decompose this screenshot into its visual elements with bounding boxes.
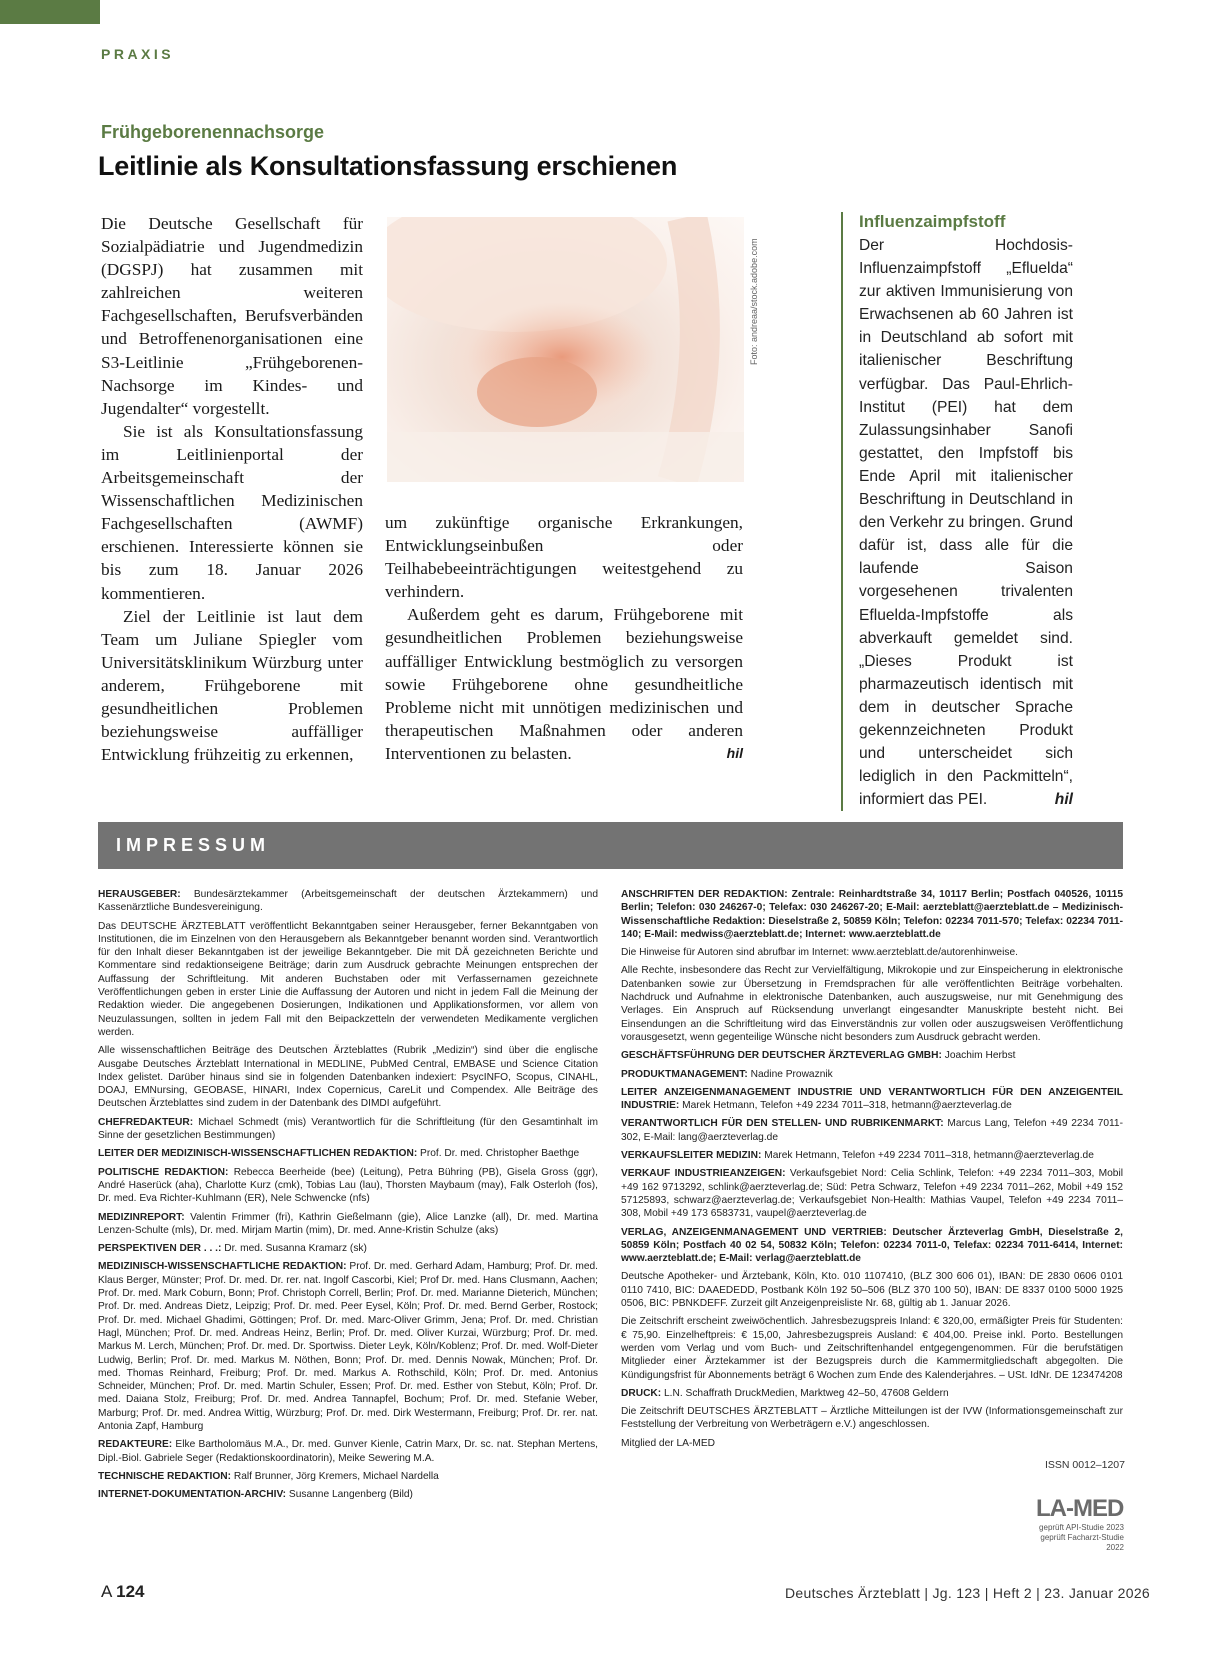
premature-baby-image xyxy=(387,217,744,482)
news-sidebar xyxy=(841,212,1073,811)
impressum-heading: DRUCK: xyxy=(621,1387,662,1399)
impressum-text: Elke Bartholomäus M.A., Dr. med. Gunver Kienle, Catrin Marx, Dr. sc. nat. Stephan Mertens, Dipl.-Biol. Gabriele Seger (Redaktionskoordinatorin), Meike Sewering M.A. xyxy=(98,1439,598,1464)
impressum-text: Bundesärztekammer (Arbeitsgemeinschaft der deutschen Ärztekammern) und Kassenärztliche Bundesvereinigung. xyxy=(98,889,598,914)
impressum-heading: REDAKTEURE: xyxy=(98,1439,173,1451)
impressum-heading: VERKAUFSLEITER MEDIZIN: xyxy=(621,1150,762,1162)
impressum-entry xyxy=(621,1270,1123,1310)
impressum-header xyxy=(98,822,1123,869)
impressum-text: Prof. Dr. med. Christopher Baethge xyxy=(417,1148,580,1160)
impressum-text: Deutsche Apotheker- und Ärztebank, Köln, Kto. 010 1107410, (BLZ 300 606 01), IBAN: DE 2830 0606 0101 0110 7410, BIC: DAAEDEDD, Postbank Köln 192 50–506 (BLZ 370 100 50), IBAN: DE 8337 0100 5000 1925 0506, BIC: PBNKDEFF. Zurzeit gilt Anzeigenpreisliste Nr. 68, gültig ab 1. Januar 2026. xyxy=(621,1271,1123,1310)
impressum-text: Susanne Langenberg (Bild) xyxy=(286,1489,413,1501)
impressum-text: Die Zeitschrift DEUTSCHES ÄRZTEBLATT – Ärztliche Mitteilungen ist der IVW (Informationsgemeinschaft zur Feststellung der Verbreitung von Werbeträgern e.V.) angeschlossen. xyxy=(621,1406,1123,1431)
impressum-entry xyxy=(98,1044,598,1110)
impressum-text: Marcus Lang, Telefon +49 2234 7011-302, E-Mail: lang@aerzteverlag.de xyxy=(621,1118,1123,1143)
impressum-entry xyxy=(621,1086,1123,1113)
page-prefix: A xyxy=(101,1582,112,1601)
impressum-entry xyxy=(98,1116,598,1143)
impressum-entry xyxy=(621,1226,1123,1266)
la-med-sub-1: geprüft API-Studie 2023 xyxy=(1039,1523,1124,1532)
article-photo xyxy=(387,217,744,482)
impressum-heading: VERANTWORTLICH FÜR DEN STELLEN- UND RUBRIKENMARKT: xyxy=(621,1118,944,1130)
article-kicker: Frühgeborenennachsorge xyxy=(101,122,325,142)
impressum-heading: PRODUKTMANAGEMENT: xyxy=(621,1068,748,1080)
paragraph: Sie ist als Konsultationsfassung im Leitlinienportal der Arbeitsgemeinschaft der Wissenschaftlichen Medizinischen Fachgesellschaften (AWMF) erschienen. Interessierte können sie bis zum 18. Januar 2026 kommentieren. xyxy=(101,421,363,603)
impressum-entry xyxy=(621,964,1123,1044)
impressum-entry xyxy=(98,1260,598,1433)
impressum-heading: VERLAG, ANZEIGENMANAGEMENT UND VERTRIEB: Deutscher Ärzteverlag GmbH, Dieselstraße 2, 50859 Köln; Postfach 40 02 54, 50832 Köln; Telefon: 02234 7011-0, Telefax: 02234 7011-6414, Internet: www.aerzteblatt.de; E-Mail: verlag@aerzteblatt.de xyxy=(621,1226,1123,1265)
impressum-entry xyxy=(98,1438,598,1465)
paragraph: Ziel der Leitlinie ist laut dem Team um Juliane Spiegler vom Universitätsklinikum Würzburg unter anderem, Frühgeborene mit gesundheitlichen Problemen beziehungsweise auffälliger Entwicklung frühzeitig zu erkennen, xyxy=(101,606,363,765)
issn: ISSN 0012–1207 xyxy=(1045,1459,1125,1471)
impressum-entry xyxy=(621,946,1123,959)
journal-footer: Deutsches Ärzteblatt | Jg. 123 | Heft 2 | 23. Januar 2026 xyxy=(785,1585,1150,1601)
impressum-entry xyxy=(621,1068,1123,1081)
section-color-tab xyxy=(0,0,100,24)
impressum-entry xyxy=(621,1405,1123,1432)
impressum-text: Marek Hetmann, Telefon +49 2234 7011–318, hetmann@aerzteverlag.de xyxy=(679,1100,1012,1112)
impressum-entry xyxy=(98,920,598,1040)
impressum-text: L.N. Schaffrath DruckMedien, Marktweg 42–50, 47608 Geldern xyxy=(661,1387,949,1399)
impressum-text: Mitglied der LA-MED xyxy=(621,1437,715,1449)
article-column-2 xyxy=(385,511,743,765)
impressum-left-column xyxy=(98,888,598,1506)
impressum-entry xyxy=(98,1147,598,1160)
sidebar-text: Der Hochdosis-Influenzaimpfstoff „Efluelda“ zur aktiven Immunisierung von Erwachsenen ab 60 Jahren ist in Deutschland ab sofort mit italienischer Beschriftung verfügbar. Das Paul-Ehrlich-Institut (PEI) hat dem Zulassungsinhaber Sanofi gestattet, den Impfstoff bis Ende April mit italienischer Beschriftung in Deutschland in den Verkehr zu bringen. Grund dafür ist, dass alle für die laufende Saison vorgesehenen trivalenten Efluelda-Impfstoffe als abverkauft gemeldet sind. „Dieses Produkt ist pharmazeutisch identisch mit dem in deutscher Sprache gekennzeichneten Produkt und unterscheidet sich lediglich in den Packmitteln“, informiert das PEI. xyxy=(859,237,1073,809)
impressum-heading: GESCHÄFTSFÜHRUNG DER DEUTSCHER ÄRZTEVERLAG GMBH: xyxy=(621,1050,942,1062)
paragraph: Außerdem geht es darum, Frühgeborene mit gesundheitlichen Problemen beziehungsweise auffälliger Entwicklung bestmöglich zu versorgen sowie Frühgeborene ohne gesundheitliche Probleme nicht mit unnötigen medizinischen und therapeutischen Maßnahmen oder anderen Interventionen zu belasten. xyxy=(385,605,743,763)
impressum-heading: HERAUSGEBER: xyxy=(98,889,181,900)
impressum-heading: POLITISCHE REDAKTION: xyxy=(98,1166,229,1178)
impressum-text: Ralf Brunner, Jörg Kremers, Michael Nardella xyxy=(231,1470,439,1482)
impressum-text: Die Zeitschrift erscheint zweiwöchentlich. Jahresbezugspreis Inland: € 320,00, ermäßigter Preis für Studenten: € 75,90. Einzelheftpreis: € 15,00, Jahresbezugspreis Ausland: € 404,00. Preise inkl. Porto. Bestellungen werden vom Verlag und vom Buch- und Zeitschriftenhandel entgegengenommen. Für die berufstätigen Mitglieder einer Ärztekammer ist der Bezugspreis durch die Kammermitgliedschaft abgegolten. Die Kündigungsfrist für Abonnements beträgt 6 Wochen zum Ende des Kalenderjahres. – USt. IdNr. DE 123474208 xyxy=(621,1316,1123,1381)
photo-credit: Foto: andreaa/stock.adobe.com xyxy=(749,238,759,365)
impressum-entry xyxy=(621,888,1123,941)
impressum-entry xyxy=(621,1437,1123,1450)
impressum-text: Marek Hetmann, Telefon +49 2234 7011–318, hetmann@aerzteverlag.de xyxy=(761,1150,1094,1162)
impressum-text: Alle Rechte, insbesondere das Recht zur Vervielfältigung, Mikrokopie und zur Einspeicherung in elektronische Datenbanken sowie zur Übersetzung in Fremdsprachen für alle veröffentlichten Beiträge vorbehalten. Nachdruck und Aufnahme in elektronische Datenbanken, auch auszugsweise, nur mit Genehmigung des Verlages. Ein Anspruch auf Rücksendung unverlangt eingesandter Manuskripte besteht nicht. Bei Einsendungen an die Schriftleitung wird das Einverständnis zur vollen oder auszugsweisen Veröffentlichung vorausgesetzt, wenn gegenteilige Wünsche nicht besonders zum Ausdruck gebracht werden. xyxy=(621,965,1123,1043)
impressum-entry xyxy=(98,888,598,915)
page-number xyxy=(101,1582,145,1602)
impressum-heading: CHEFREDAKTEUR: xyxy=(98,1116,194,1128)
impressum-entry xyxy=(98,1211,598,1238)
page-number-value: 124 xyxy=(116,1582,145,1601)
impressum-text: Die Hinweise für Autoren sind abrufbar im Internet: www.aerzteblatt.de/autorenhinweise. xyxy=(621,947,1018,959)
impressum-text: Verkaufsgebiet Nord: Celia Schlink, Telefon: +49 2234 7011–303, Mobil +49 162 9713292, schlink@aerzteverlag.de; Süd: Petra Schwarz, Telefon +49 2234 7011–262, Mobil +49 152 57125893, schwarz@aerzteverlag.de; Verkaufsgebiet Non-Health: Mathias Vaupel, Telefon +49 2234 7011–308, Mobil +49 173 6583731, vaupel@aerzteverlag.de xyxy=(621,1168,1123,1220)
impressum-heading: TECHNISCHE REDAKTION: xyxy=(98,1470,232,1482)
sidebar-title: Influenzaimpfstoff xyxy=(859,212,1006,231)
article-headline: Leitlinie als Konsultationsfassung erschienen xyxy=(98,151,678,181)
section-label: PRAXIS xyxy=(101,46,175,62)
impressum-title: IMPRESSUM xyxy=(116,835,271,855)
impressum-text: Dr. med. Susanna Kramarz (sk) xyxy=(221,1243,367,1255)
sidebar-signature: hil xyxy=(1054,791,1073,809)
impressum-entry xyxy=(621,1149,1123,1162)
article-column-1 xyxy=(101,212,363,766)
impressum-text: Das DEUTSCHE ÄRZTEBLATT veröffentlicht Bekanntgaben seiner Herausgeber, ferner Bekanntgaben von Institutionen, die im Einzelnen von den Herausgebern als Bekanntgeber benannt worden sind. Verantwortlich für den Inhalt dieser Bekanntgaben ist der jeweilige Bekanntgeber. Die mit DÄ gezeichneten Berichte und Kommentare sind redaktionseigene Beiträge; darin zum Ausdruck gebrachte Meinungen entsprechen der Auffassung der Schriftleitung. Mit anderen Buchstaben oder mit Verfassernamen gezeichnete Veröffentlichungen geben in erster Linie die Auffassung der Autoren und nicht in jedem Fall die Meinung der Redaktion wieder. Die angegebenen Dosierungen, Indikationen und Applikationsformen, vor allem von Neuzulassungen, sollten in jedem Fall mit den Beipackzetteln der verwendeten Medikamente verglichen werden. xyxy=(98,920,598,1038)
impressum-heading: MEDIZINISCH-WISSENSCHAFTLICHE REDAKTION: xyxy=(98,1261,347,1273)
paragraph: um zukünftige organische Erkrankungen, Entwicklungseinbußen oder Teilhabebeeinträchtigungen weitestgehend zu verhindern. xyxy=(385,513,743,602)
impressum-text: Joachim Herbst xyxy=(941,1050,1016,1062)
impressum-heading: LEITER DER MEDIZINISCH-WISSENSCHAFTLICHEN REDAKTION: xyxy=(98,1148,418,1160)
impressum-text: Valentin Frimmer (fri), Kathrin Gießelmann (gie), Alice Lanzke (all), Dr. med. Martina Lenzen-Schulte (mls), Dr. med. Mirjam Martin (mim), Dr. med. Anne-Kristin Schulze (aks) xyxy=(98,1211,598,1236)
paragraph: Die Deutsche Gesellschaft für Sozialpädiatrie und Jugendmedizin (DGSPJ) hat zusammen mit zahlreichen weiteren Fachgesellschaften, Berufsverbänden und Betroffenenorganisationen eine S3-Leitlinie „Frühgeborenen-Nachsorge im Kindes- und Jugendalter“ vorgestellt. xyxy=(101,214,363,418)
la-med-logo xyxy=(1036,1495,1124,1552)
impressum-entry xyxy=(98,1242,598,1255)
impressum-text: Prof. Dr. med. Gerhard Adam, Hamburg; Prof. Dr. med. Klaus Berger, Münster; Prof. Dr. med. Dr. rer. nat. Ingolf Cascorbi, Kiel; Prof Dr. med. Hans Clusmann, Aachen; Prof. Dr. med. Mark Coburn, Bonn; Prof. Christoph Correll, Berlin; Prof. Dr. med. Marianne Dieterich, München; Prof. Dr. med. Andreas Dietz, Leipzig; Prof. Dr. med. Peer Eysel, Köln; Prof. Dr. med. Bernd Gerber, Rostock; Prof. Dr. med. Michael Ghadimi, Göttingen; Prof. Dr. med. Marc-Oliver Grimm, Jena; Prof. Dr. med. Christian Hagl, München; Prof. Dr. med. Andreas Heinz, Berlin; Prof. Dr. med. Oliver Kurzai, Würzburg; Prof. Dr. med. Markus M. Lerch, München; Prof. Dr. med. Dr. Sportwiss. Dieter Leyk, Köln/Koblenz; Prof. Dr. med. Wolf-Dieter Ludwig, Berlin; Prof. Dr. med. Markus M. Nöthen, Bonn; Prof. Dr. med. Dennis Nowak, München; Prof. Dr. med. Thomas Reinhard, Freiburg; Prof. Dr. med. Markus A. Rothschild, Köln; Prof. Dr. med. Antonius Schneider, München; Prof. Dr. med. Martin Schuler, Essen; Prof. Dr. med. Esther von Stebut, Köln; Prof. Dr. med. Daiana Stolz, Freiburg; Prof. Dr. med. Andrea Tannapfel, Bochum; Prof. Dr. med. Stefanie Weber, Marburg; Prof. Dr. med. Andrea Wittig, Würzburg; Prof. Dr. med. Dirk Westermann, Freiburg; Prof. Dr. rer. nat. Antonia Zapf, Hamburg xyxy=(98,1261,598,1432)
impressum-entry xyxy=(621,1315,1123,1381)
impressum-heading: VERKAUF INDUSTRIEANZEIGEN: xyxy=(621,1168,786,1180)
impressum-heading: PERSPEKTIVEN DER . . .: xyxy=(98,1243,222,1255)
impressum-right-column xyxy=(621,888,1123,1455)
impressum-entry xyxy=(621,1117,1123,1144)
impressum-text: Michael Schmedt (mis) Verantwortlich für die Schriftleitung (für den Gesamtinhalt im Sinne der gesetzlichen Bestimmungen) xyxy=(98,1116,598,1142)
impressum-heading: INTERNET-DOKUMENTATION-ARCHIV: xyxy=(98,1489,287,1501)
impressum-entry xyxy=(98,1488,598,1501)
la-med-logo-text: LA-MED xyxy=(1036,1495,1124,1522)
impressum-heading: LEITER ANZEIGENMANAGEMENT INDUSTRIE UND VERANTWORTLICH FÜR DEN ANZEIGENTEIL INDUSTRIE: xyxy=(621,1086,1123,1112)
impressum-entry xyxy=(98,1470,598,1483)
la-med-sub-2: geprüft Facharzt-Studie 2022 xyxy=(1040,1533,1124,1552)
impressum-text: Alle wissenschaftlichen Beiträge des Deutschen Ärzteblattes (Rubrik „Medizin“) sind über die englische Ausgabe Deutsches Ärzteblatt International in MEDLINE, PubMed Central, EMBASE und Science Citation Index gelistet. Darüber hinaus sind sie in folgenden Datenbanken indexiert: PsycINFO, Scopus, CINAHL, DOAJ, EMNursing, GEOBASE, HINARI, Index Copernicus, CareLit und Compendex. Alle Beiträge des Deutschen Ärzteblattes sind zudem in der Datenbank des DIMDI aufgeführt. xyxy=(98,1045,598,1110)
impressum-heading: MEDIZINREPORT: xyxy=(98,1211,185,1223)
impressum-entry xyxy=(98,1166,598,1206)
impressum-heading: ANSCHRIFTEN DER REDAKTION: Zentrale: Reinhardtstraße 34, 10117 Berlin; Postfach 040526, 10115 Berlin; Telefon: 030 246267-0; Telefax: 030 246267-20; E-Mail: aerzteblatt@aerzteblatt.de – Medizinisch-Wissenschaftliche Redaktion: Dieselstraße 2, 50859 Köln; Telefon: 02234 7011-570; Telefax: 02234 7011-140; E-Mail: medwiss@aerzteblatt.de; Internet: www.aerzteblatt.de xyxy=(621,889,1123,940)
paragraph-with-signature xyxy=(385,603,743,765)
impressum-entry xyxy=(621,1387,1123,1400)
impressum-entry xyxy=(621,1167,1123,1220)
sidebar-body xyxy=(859,234,1073,811)
author-signature: hil xyxy=(726,744,743,761)
impressum-entry xyxy=(621,1049,1123,1062)
impressum-text: Nadine Prowaznik xyxy=(747,1068,833,1080)
impressum-text: Rebecca Beerheide (bee) (Leitung), Petra Bühring (PB), Gisela Gross (ggr), André Haserück (aha), Charlotte Kurz (cmk), Tobias Lau (lau), Thorsten Maybaum (may), Falk Osterloh (fos), Dr. med. Eva Richter-Kuhlmann (ER), Nele Schwencke (nfs) xyxy=(98,1166,598,1205)
